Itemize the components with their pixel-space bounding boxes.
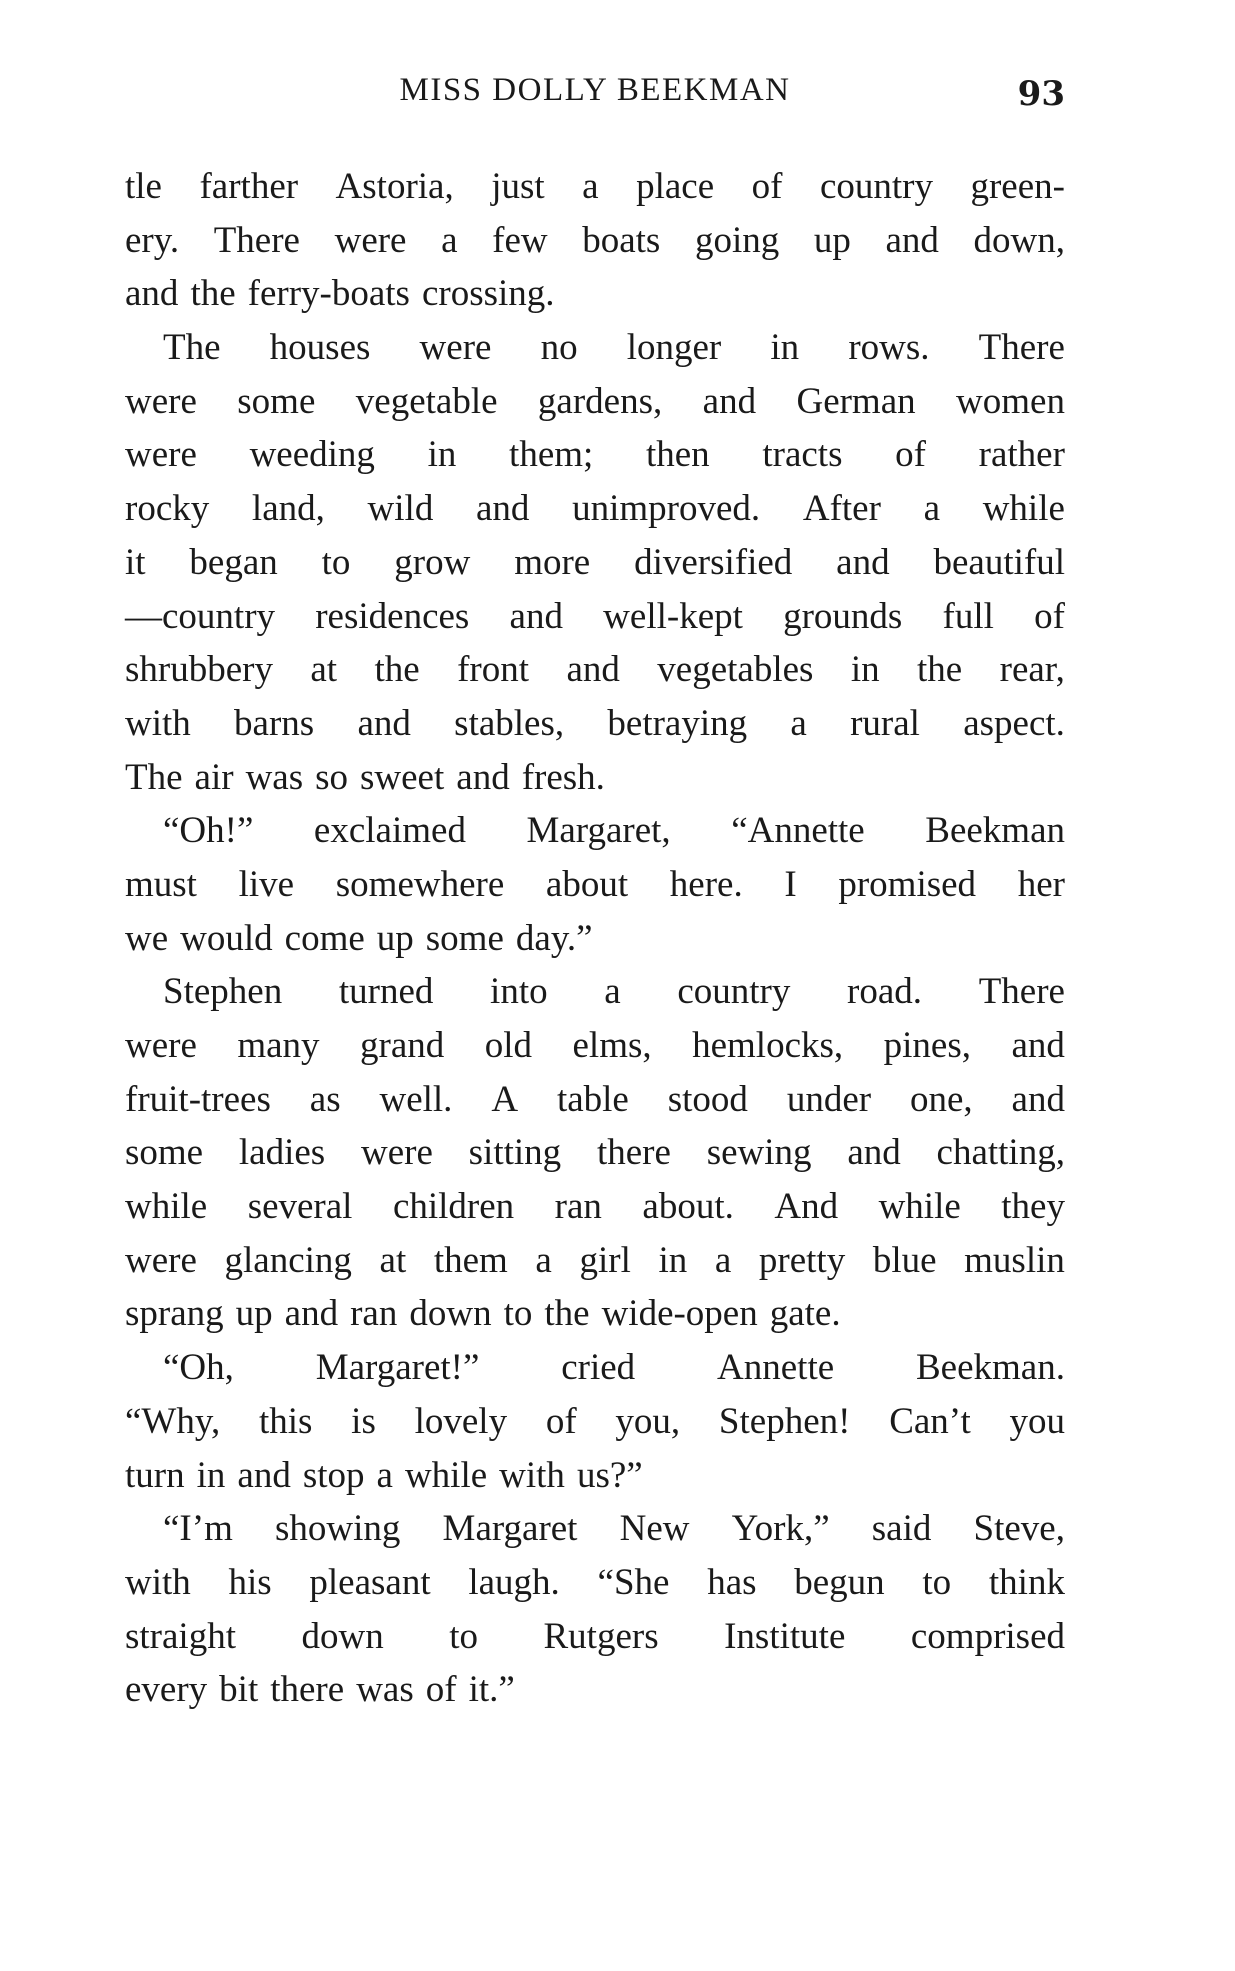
- text-line: turn in and stop a while with us?”: [125, 1454, 643, 1496]
- text-line: “Oh, Margaret!” cried Annette Beekman.: [163, 1347, 1065, 1389]
- text-line: while several children ran about. And while they: [125, 1186, 1065, 1228]
- text-line: “Oh!” exclaimed Margaret, “Annette Beekman: [163, 810, 1065, 852]
- body-text: [125, 160, 1065, 1717]
- text-line: Stephen turned into a country road. There: [163, 971, 1065, 1013]
- text-line: with his pleasant laugh. “She has begun to think: [125, 1561, 1065, 1603]
- text-line: some ladies were sitting there sewing and chatting,: [125, 1132, 1065, 1174]
- text-line: every bit there was of it.”: [125, 1669, 515, 1711]
- text-line: must live somewhere about here. I promised her: [125, 863, 1065, 905]
- text-line: tle farther Astoria, just a place of country green-: [125, 166, 1065, 207]
- running-head: [125, 72, 1065, 122]
- text-line: sprang up and ran down to the wide-open gate.: [125, 1293, 841, 1335]
- text-line: we would come up some day.”: [125, 917, 593, 959]
- text-line: rocky land, wild and unimproved. After a while: [125, 488, 1065, 530]
- page-number: 93: [1017, 74, 1065, 114]
- text-line: were some vegetable gardens, and German women: [125, 380, 1065, 422]
- text-line: and the ferry-boats crossing.: [125, 273, 555, 315]
- text-line: ery. There were a few boats going up and down,: [125, 219, 1065, 261]
- text-line: The houses were no longer in rows. There: [163, 327, 1065, 369]
- text-line: were glancing at them a girl in a pretty blue muslin: [125, 1239, 1065, 1281]
- text-line: —country residences and well-kept grounds full of: [125, 595, 1065, 637]
- text-line: shrubbery at the front and vegetables in the rear,: [125, 649, 1065, 691]
- text-line: it began to grow more diversified and beautiful: [125, 541, 1065, 583]
- text-line: fruit-trees as well. A table stood under one, and: [125, 1078, 1065, 1120]
- running-title: MISS DOLLY BEEKMAN: [399, 72, 791, 108]
- text-line: were weeding in them; then tracts of rather: [125, 434, 1065, 476]
- text-line: “Why, this is lovely of you, Stephen! Can’t you: [125, 1400, 1065, 1442]
- text-line: with barns and stables, betraying a rural aspect.: [125, 702, 1065, 744]
- text-line: straight down to Rutgers Institute comprised: [125, 1615, 1065, 1657]
- text-line: The air was so sweet and fresh.: [125, 756, 605, 798]
- text-line: “I’m showing Margaret New York,” said Steve,: [163, 1508, 1065, 1550]
- text-line: were many grand old elms, hemlocks, pines, and: [125, 1025, 1065, 1066]
